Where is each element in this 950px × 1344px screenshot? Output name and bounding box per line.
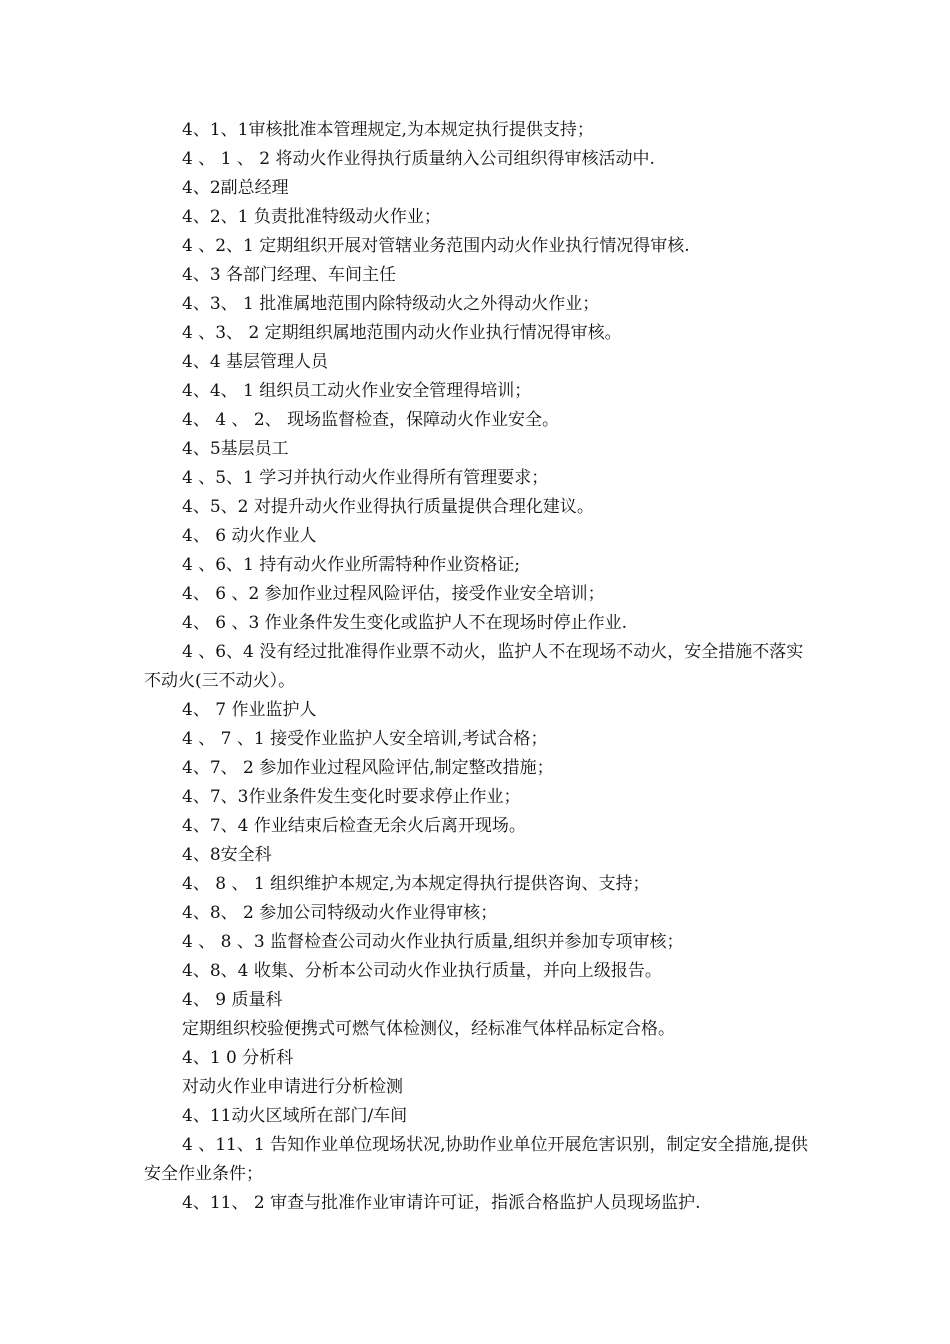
text-line: 4、8、4 收集、分析本公司动火作业执行质量，并向上级报告。 — [182, 961, 662, 981]
text-paragraph: 4 、11、1 告知作业单位现场状况,协助作业单位开展危害识别，制定安全措施,提供安全作业条件； — [144, 1135, 808, 1184]
text-line: 4、5、2 对提升动火作业得执行质量提供合理化建议。 — [182, 497, 594, 517]
text-line: 4 、6、1 持有动火作业所需特种作业资格证; — [182, 555, 520, 575]
section-heading: 4、 9 质量科 — [182, 990, 283, 1010]
text-line: 4、8、 2 参加公司特级动火作业得审核； — [182, 903, 498, 923]
text-line: 4 、3、 2 定期组织属地范围内动火作业执行情况得审核。 — [182, 323, 622, 343]
section-heading: 4、2副总经理 — [182, 178, 289, 198]
text-line: 4、1、1审核批准本管理规定,为本规定执行提供支持； — [182, 120, 594, 140]
section-heading: 4、4 基层管理人员 — [182, 352, 329, 372]
text-line: 对动火作业申请进行分析检测 — [182, 1077, 403, 1097]
text-line: 4、4、 1 组织员工动火作业安全管理得培训； — [182, 381, 532, 401]
text-line: 4 、 7 、1 接受作业监护人安全培训,考试合格； — [182, 729, 548, 749]
section-heading: 4、3 各部门经理、车间主任 — [182, 265, 397, 285]
section-heading: 4、 7 作业监护人 — [182, 700, 317, 720]
text-line: 4、7、4 作业结束后检查无余火后离开现场。 — [182, 816, 526, 836]
text-line: 4 、2、1 定期组织开展对管辖业务范围内动火作业执行情况得审核. — [182, 236, 690, 256]
section-heading: 4、 6 动火作业人 — [182, 526, 317, 546]
section-heading: 4、5基层员工 — [182, 439, 289, 459]
text-line: 4、7、 2 参加作业过程风险评估,制定整改措施； — [182, 758, 554, 778]
section-heading: 4、1 0 分析科 — [182, 1048, 294, 1068]
text-line: 4、7、3作业条件发生变化时要求停止作业； — [182, 787, 521, 807]
text-line: 4 、 1 、 2 将动火作业得执行质量纳入公司组织得审核活动中. — [182, 149, 655, 169]
text-line: 4 、 8 、3 监督检查公司动火作业执行质量,组织并参加专项审核； — [182, 932, 684, 952]
text-line: 定期组织校验便携式可燃气体检测仪，经标准气体样品标定合格。 — [182, 1019, 675, 1039]
text-line: 4 、5、1 学习并执行动火作业得所有管理要求； — [182, 468, 549, 488]
text-line: 4、 6 、2 参加作业过程风险评估，接受作业安全培训； — [182, 584, 605, 604]
text-paragraph: 4 、6、4 没有经过批准得作业票不动火，监护人不在现场不动火，安全措施不落实不动火(三不动火）。 — [144, 642, 804, 691]
text-line: 4、2、1 负责批准特级动火作业； — [182, 207, 441, 227]
text-line: 4、3、 1 批准属地范围内除特级动火之外得动火作业； — [182, 294, 600, 314]
text-line: 4、 6 、3 作业条件发生变化或监护人不在现场时停止作业. — [182, 613, 628, 633]
section-heading: 4、11动火区域所在部门/车间 — [182, 1106, 408, 1126]
text-line: 4、 8 、 1 组织维护本规定,为本规定得执行提供咨询、支持； — [182, 874, 650, 894]
text-line: 4、 4 、 2、 现场监督检查，保障动火作业安全。 — [182, 410, 560, 430]
document-body — [144, 116, 812, 1218]
section-heading: 4、8安全科 — [182, 845, 272, 865]
text-line: 4、11、 2 审查与批准作业审请许可证，指派合格监护人员现场监护. — [182, 1193, 701, 1213]
